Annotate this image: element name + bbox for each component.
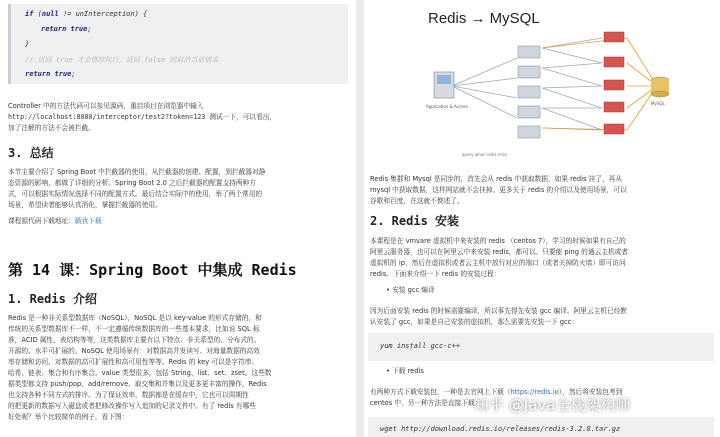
summary-line: 场景，希望读者能够认真消化，掌握拦截器的使用。 — [8, 201, 162, 209]
controller-paragraph-line: http://localhost:8080/interceptor/test2?token=123 测试一下，可以看出， — [8, 113, 277, 121]
source-download-line — [8, 216, 102, 227]
page-gutter — [356, 0, 364, 437]
wget-code-block — [368, 417, 714, 437]
diagram-client-label: Application & Access — [426, 104, 468, 109]
install-line: 本课程是在 vmvare 虚拟机中来安装的 redis （centos 7），学习的时候如果有自己的 — [370, 237, 626, 245]
source-download-link[interactable]: 戳我下载 — [74, 217, 102, 225]
summary-heading: 3. 总结 — [8, 146, 54, 160]
right-page — [364, 0, 720, 437]
install-line: redis。下面来介绍一下 redis 的安装过程： — [370, 270, 501, 278]
code-line: } — [25, 40, 30, 48]
install-line: 阿里云服务器，也可以在阿里云中来安装 redis，都可以。只要能 ping 的通云主机或者 — [370, 248, 628, 256]
left-page — [0, 0, 356, 437]
code-comment: // 返回 true 才会继续执行，返回 false 则取消当前请求 — [25, 56, 219, 64]
intro-line: 准，ACID 属性，表结构等等，这类数据库主要有以下特点：非关系型的、分布式的、 — [8, 336, 261, 344]
redis-install-heading: 2. Redis 安装 — [370, 214, 460, 228]
download-line: centos 中，另一种方法是直接下载： — [370, 399, 482, 407]
intro-line: 据类型都支持 push/pop、add/remove、取交集和并集以及更多更丰富的操作，Redis — [8, 380, 267, 388]
intro-line: 的把更新的数据写入磁盘或者把修改操作写入追加的记录文件中。有了 redis 有哪些 — [8, 402, 256, 410]
redis-mysql-diagram — [422, 8, 672, 163]
install-line: 虚拟机的 ip，然后在虚拟机或者云主机中放行对应的端口（或者关掉防火墙）即可访问 — [370, 259, 626, 267]
redis-official-link[interactable]: https://redis.io — [510, 388, 559, 396]
sync-paragraph-line: 谷歌和百度，在这就不赘述了。 — [370, 197, 464, 205]
sync-paragraph-line: mysql 中获取数据，这样网站就不会挂掉。更多关于 redis 的介绍以及使用场景，可以 — [370, 186, 627, 194]
controller-paragraph-line: 加了注解的方法不会被拦截。 — [8, 124, 95, 132]
download-text-a: 有两种方式下载安装包，一种是去官网上下载（ — [370, 388, 511, 396]
source-download-label: 课程源代码下载地址： — [8, 217, 75, 225]
code-line: wget http://download.redis.io/releases/redis-3.2.8.tar.gz — [380, 425, 621, 433]
controller-paragraph-line: Controller 中的方法代码可以参见源码，重启项目在浏览器中输入 — [8, 102, 204, 110]
redis-intro-heading: 1. Redis 介绍 — [8, 292, 98, 306]
diagram-graphic — [422, 8, 672, 163]
diagram-title: Redis → MySQL — [428, 10, 540, 27]
interceptor-code-block — [8, 4, 348, 84]
intro-line: 好处呢？举个比较简单的例子，看下图： — [8, 413, 129, 421]
intro-line: 传统的关系型数据库不一样，不一定遵循传统数据库的一些基本要求，比如说 SQL 标 — [8, 325, 260, 333]
bullet-download-redis: • 下载 redis — [386, 367, 424, 375]
summary-line: 式，可以根据实际情况选择不同的配置方式。最后结合实际中的使用，举了两个常用的 — [8, 190, 263, 198]
bullet-install-gcc: • 安装 gcc 编译 — [386, 286, 435, 294]
intro-line: Redis 是一种非关系型数据库（NoSQL），NoSQL 是以 key-value 的形式存储的，和 — [8, 314, 262, 322]
gcc-line: 认安装了 gcc，如果是自己安装的虚拟机，那么需要先安装一下 gcc： — [370, 318, 579, 326]
intro-line: 也支持各种不同方式的排序。为了保证效率，数据都是在缓存中，它也可以周期性 — [8, 391, 249, 399]
gcc-line: 因为后面安装 redis 的时候需要编译，所以事先得先安装 gcc 编译。阿里云主机已经默 — [370, 307, 628, 315]
summary-line: 本节主要介绍了 Spring Boot 中拦截器的使用，从拦截器的创建、配置，到拦截器对静 — [8, 168, 266, 176]
intro-line: 哈希、链表、集合和有序集合。value 类型很多，包括 String、list、set、zset。这些数 — [8, 369, 272, 377]
diagram-note: query when redis miss — [462, 152, 508, 157]
intro-line: 率存储和访问、对数据的高可扩展性和高可用性等等。Redis 的 key 可以是字符串、 — [8, 358, 259, 366]
summary-line: 态资源的影响，都做了详细的分析。Spring Boot 2.0 之后拦截器的配置支持两种方 — [8, 179, 256, 187]
download-text-b: ），然后将安装包考到 — [558, 388, 623, 396]
code-line: yum install gcc-c++ — [380, 342, 461, 350]
diagram-mysql-label: MySQL — [651, 101, 665, 106]
intro-line: 开源的、水平可扩展的。NoSQL 使用场景有：对数据高并发读写、对海量数据的高效 — [8, 347, 260, 355]
code-line: return true; — [41, 25, 92, 33]
code-line: if (null != unInterception) { — [25, 10, 148, 18]
gcc-code-block — [368, 333, 714, 361]
lesson-title: 第 14 课：Spring Boot 中集成 Redis — [8, 261, 297, 279]
zhihu-watermark: 知乎 @Java全栈架构师 — [474, 396, 631, 414]
sync-paragraph-line: Redis 集群和 Mysql 是同步的，首先会从 redis 中获取数据，如果 redis 挂了，再从 — [370, 175, 623, 183]
code-line: return true; — [25, 70, 76, 78]
